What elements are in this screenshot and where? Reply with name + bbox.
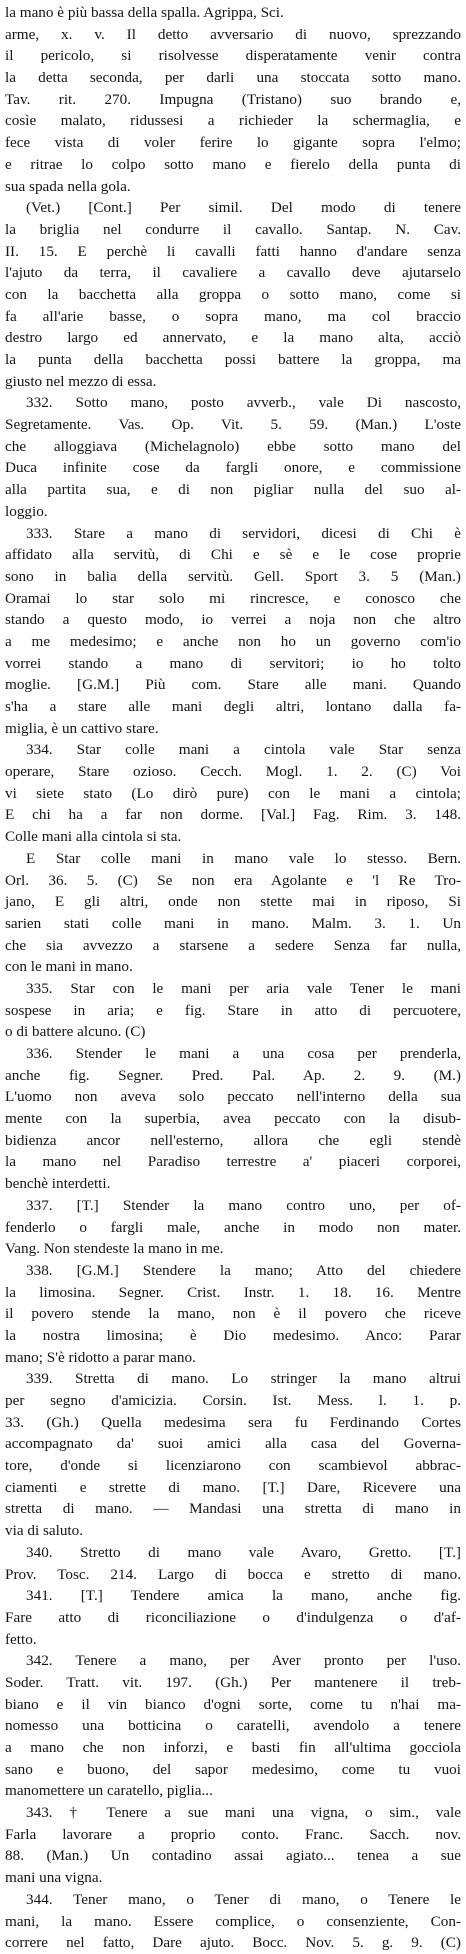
text-line: vorrei stando a mano di servitori; io ho tolto: [5, 654, 461, 672]
text-line: correre nel fatto, Dare ajuto. Bocc. Nov. 5. g. 9. (C): [5, 1934, 461, 1952]
text-line: la nostra limosina; è Dio medesimo. Anco: Parar: [5, 1326, 461, 1344]
text-line: 342. Tenere a mano, per Aver pronto per l'uso.: [26, 1652, 461, 1670]
text-line: manomettere un caratello, piglia...: [5, 1782, 213, 1800]
text-line: 338. [G.M.] Stendere la mano; Atto del chiedere: [26, 1261, 461, 1279]
text-line: la limosina. Segner. Crist. Instr. 1. 18. 16. Mentre: [5, 1283, 461, 1301]
text-line: 335. Star con le mani per aria vale Tener le mani: [26, 979, 461, 997]
text-line: alla partita sua, e di non pigliar nulla del suo al-: [5, 481, 461, 499]
text-line: 340. Stretto di mano vale Avaro, Gretto. [T.]: [26, 1543, 461, 1561]
text-line: fece vista di voler ferire lo gigante sopra l'elmo;: [5, 134, 461, 152]
text-line: sua spada nella gola.: [5, 177, 131, 195]
text-line: L'uomo non aveva solo peccato nell'interno della sua: [5, 1088, 461, 1106]
text-line: Farla lavorare a proprio conto. Franc. Sacch. nov.: [5, 1825, 461, 1843]
text-line: che sia avvezzo a starsene a sedere Senza far nulla,: [5, 936, 461, 954]
text-line: ciamenti e strette di mano. [T.] Dare, Ricevere una: [5, 1478, 461, 1496]
text-line: sarien stati colle mani in mano. Malm. 3. 1. Un: [5, 914, 461, 932]
text-line: 341. [T.] Tendere amica la mano, anche fig.: [26, 1587, 461, 1605]
text-line: II. 15. E perchè li cavalli fatti hanno d'andare senza: [5, 242, 461, 260]
text-line: giusto nel mezzo di essa.: [5, 372, 157, 390]
text-line: E Star colle mani in mano vale lo stesso. Bern.: [26, 849, 461, 867]
text-line: sano e buono, del sapor medesimo, come tu vuoi: [5, 1760, 461, 1778]
text-line: mani una vigna.: [5, 1869, 103, 1887]
text-line: miglia, è un cattivo stare.: [5, 719, 159, 737]
text-line: cosìe malato, ridussesi a richieder la schermaglia, e: [5, 112, 461, 130]
text-line: affidato alla servitù, di Chi e sè e le cose proprie: [5, 546, 461, 564]
text-line: Prov. Tosc. 214. Largo di bocca e stretto di mano.: [5, 1565, 461, 1583]
text-line: nomesso una botticina o caratelli, avendolo a tenere: [5, 1717, 461, 1735]
text-line: stando a questo modo, io verrei a noja non che altro: [5, 611, 461, 629]
text-line: mani, la mano. Essere complice, o consenziente, Con-: [5, 1912, 461, 1930]
text-line: che alloggiava (Michelagnolo) ebbe sotto mano del: [5, 437, 461, 455]
text-line: Orl. 36. 5. (C) Se non era Agolante e 'l Re Tro-: [5, 871, 461, 889]
text-line: a mano che non inforzi, e basti fin all'ultima gocciola: [5, 1739, 461, 1756]
text-line: stretta di mano. — Mandasi una stretta di mano in: [5, 1500, 461, 1518]
text-line: tore, d'onde si licenziarono con scambievol abbrac-: [5, 1457, 461, 1475]
text-line: e ritrae lo colpo sotto mano e fierelo della punta di: [5, 155, 461, 173]
text-line: E chi ha a far non dorme. [Val.] Fag. Rim. 3. 148.: [5, 806, 461, 824]
text-line: destro largo ed annervato, e la mano alta, acciò: [5, 329, 461, 347]
text-line: benchè interdetti.: [5, 1175, 111, 1193]
text-line: con le mani in mano.: [5, 958, 133, 976]
text-line: fenderlo o fargli male, anche in modo non mater.: [5, 1218, 461, 1236]
text-line: mente con la superbia, avea peccato con la disub-: [5, 1110, 461, 1128]
text-line: 333. Stare a mano di servidori, dicesi di Chi è: [26, 524, 461, 542]
text-line: 33. (Gh.) Quella medesima sera fu Ferdinando Cortes: [5, 1413, 461, 1431]
text-line: 332. Sotto mano, posto avverb., vale Di nascosto,: [26, 394, 461, 412]
text-line: jano, E gli altri, onde non stette mai in riposo, Si: [5, 893, 461, 911]
text-line: mano; S'è ridotto a parar mano.: [5, 1348, 196, 1366]
text-line: Duca infinite cose da fargli onore, e commissione: [5, 459, 461, 477]
text-line: vi siete stato (Lo dirò pure) con le mani a cintola;: [5, 784, 461, 802]
text-line: 337. [T.] Stender la mano contro uno, per of-: [26, 1196, 461, 1214]
text-line: il povero stende la mano, non è il povero che riceve: [5, 1305, 461, 1323]
text-line: per segno d'amicizia. Corsin. Ist. Mess. l. 1. p.: [5, 1392, 461, 1409]
text-line: fa all'arie basse, o sopra mano, ma col braccio: [5, 307, 461, 325]
text-line: bidienza ancor nell'esterno, allora che egli stendè: [5, 1131, 461, 1149]
text-line: 88. (Man.) Un contadino assai agiato... tenea a sue: [5, 1847, 461, 1865]
text-line: Soder. Tratt. vit. 197. (Gh.) Per mantenere il treb-: [5, 1673, 461, 1691]
text-line: 336. Stender le mani a una cosa per prenderla,: [26, 1045, 461, 1062]
text-line: s'ha a stare alle mani degli altri, lontano dalla fa-: [5, 698, 461, 715]
text-line: o di battere alcuno. (C): [5, 1023, 146, 1041]
text-line: Segretamente. Vas. Op. Vit. 5. 59. (Man.) L'oste: [5, 416, 461, 434]
text-line: Fare atto di riconciliazione o d'indulgenza o d'af-: [5, 1608, 461, 1626]
text-line: l'ajuto da terra, il cavaliere a cavallo deve ajutarselo: [5, 264, 461, 282]
text-line: la mano nel Paradiso terrestre a' piaceri corporei,: [5, 1153, 461, 1171]
text-line: moglie. [G.M.] Più com. Stare alle mani. Quando: [5, 676, 461, 694]
text-line: fetto.: [5, 1630, 37, 1648]
text-line: 334. Star colle mani a cintola vale Star senza: [26, 741, 461, 759]
text-line: biano e il vin bianco d'ogni sorte, come tu n'hai ma-: [5, 1695, 461, 1713]
text-line: Vang. Non stendeste la mano in me.: [5, 1240, 224, 1258]
text-line: (Vet.) [Cont.] Per simil. Del modo di tenere: [26, 199, 461, 217]
text-line: 343. † Tenere a sue mani una vigna, o sim., vale: [26, 1804, 461, 1822]
text-line: Colle mani alla cintola si sta.: [5, 828, 182, 846]
text-line: via di saluto.: [5, 1522, 84, 1540]
text-line: la detta seconda, per darli una stoccata sotto mano.: [5, 69, 461, 87]
text-line: con la bacchetta alla groppa o sotto mano, come si: [5, 285, 461, 303]
text-line: a me medesimo; e anche non ho un governo com'io: [5, 632, 461, 650]
text-line: arme, x. v. Il detto avversario di nuovo, sprezzando: [5, 25, 461, 43]
text-line: sospese in aria; e fig. Stare in atto di percuotere,: [5, 1001, 461, 1019]
dictionary-page: [5, 2, 461, 1952]
text-line: Tav. rit. 270. Impugna (Tristano) suo brando e,: [5, 90, 461, 108]
text-line: Oramai lo star solo mi rincresce, e conosco che: [5, 589, 461, 607]
text-line: accompagnato da' suoi amici alla casa del Governa-: [5, 1435, 461, 1453]
text-line: la mano è più bassa della spalla. Agrippa, Sci.: [5, 4, 284, 21]
text-line: la punta della bacchetta possi battere la groppa, ma: [5, 351, 461, 368]
text-line: la briglia nel condurre il cavallo. Santap. N. Cav.: [5, 220, 461, 238]
text-line: sono in balia della servitù. Gell. Sport 3. 5 (Man.): [5, 567, 461, 585]
text-line: 339. Stretta di mano. Lo stringer la mano altrui: [26, 1370, 461, 1388]
text-line: operare, Stare ozioso. Cecch. Mogl. 1. 2. (C) Voi: [5, 763, 461, 781]
text-line: 344. Tener mano, o Tener di mano, o Tenere le: [26, 1890, 461, 1908]
text-line: loggio.: [5, 502, 48, 520]
text-line: il pericolo, si risolvesse disperatamente venir contra: [5, 47, 461, 65]
text-line: anche fig. Segner. Pred. Pal. Ap. 2. 9. (M.): [5, 1066, 461, 1084]
